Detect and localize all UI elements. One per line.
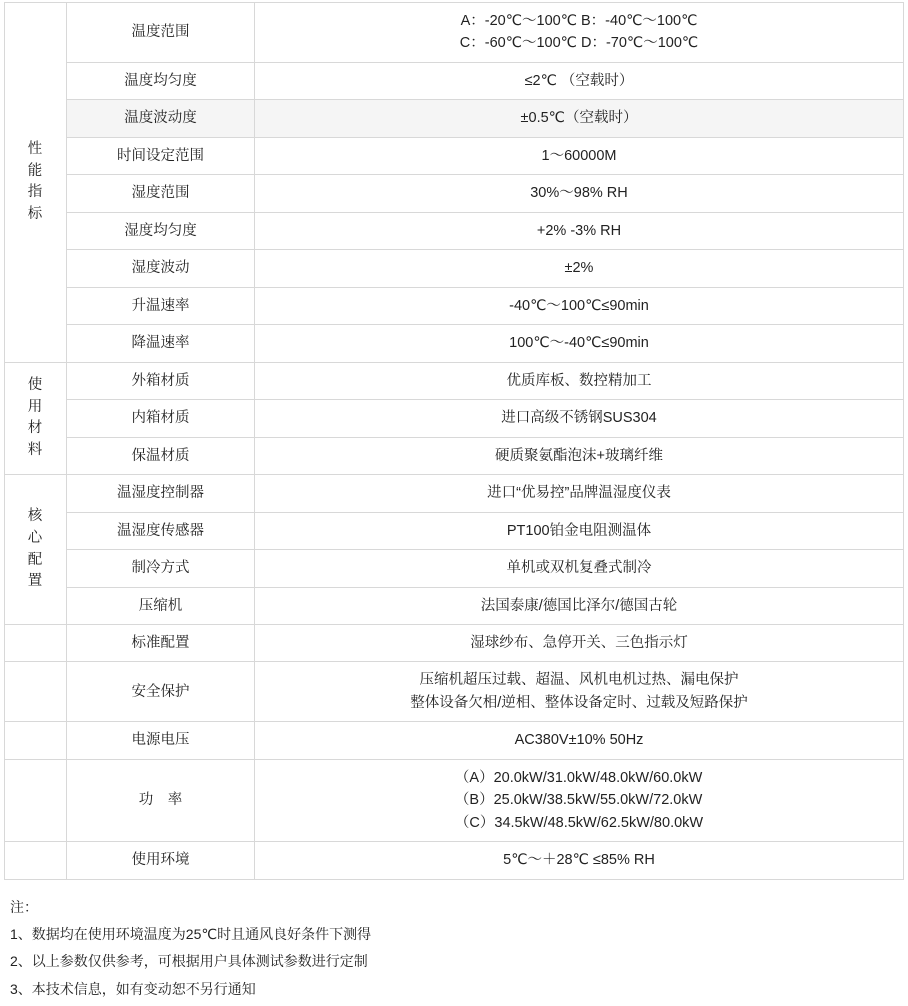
- row-label: 温湿度控制器: [67, 475, 255, 512]
- row-value: [255, 662, 904, 722]
- value-line: 压缩机超压过载、超温、风机电机过热、漏电保护: [419, 672, 739, 689]
- row-label: 温度均匀度: [67, 62, 255, 99]
- row-label: 湿度范围: [67, 175, 255, 212]
- row-label: 温湿度传感器: [67, 512, 255, 549]
- table-row: [5, 62, 904, 99]
- group-spacer: [5, 624, 67, 661]
- note-line: 3、本技术信息，如有变动恕不另行通知: [10, 980, 256, 997]
- row-label: 电源电压: [67, 722, 255, 759]
- row-label: 外箱材质: [67, 362, 255, 399]
- row-value: 法国泰康/德国比泽尔/德国古轮: [255, 587, 904, 624]
- group-performance-label: 性能指标: [27, 140, 44, 223]
- row-value: 优质库板、数控精加工: [255, 362, 904, 399]
- value-line: A：-20℃～100℃ B：-40℃～100℃: [460, 13, 698, 29]
- table-row: [5, 250, 904, 287]
- row-value: ±2%: [255, 250, 904, 287]
- group-core-label: 核心配置: [27, 508, 44, 590]
- spec-sheet: [0, 2, 908, 1003]
- table-row: [5, 325, 904, 362]
- row-label: 温度范围: [67, 3, 255, 63]
- value-line: （A）20.0kW/31.0kW/48.0kW/60.0kW: [454, 769, 703, 786]
- value-line: 整体设备欠相/逆相、整体设备定时、过载及短路保护: [410, 694, 748, 711]
- row-label: 安全保护: [67, 662, 255, 722]
- row-value: -40℃～100℃≤90min: [255, 287, 904, 324]
- row-value: 进口高级不锈钢SUS304: [255, 400, 904, 437]
- table-row: [5, 437, 904, 474]
- row-value: +2% -3% RH: [255, 212, 904, 249]
- row-value: AC380V±10% 50Hz: [255, 722, 904, 759]
- row-value: ±0.5℃（空载时）: [255, 100, 904, 137]
- row-label: 湿度波动: [67, 250, 255, 287]
- power-list: [455, 767, 703, 834]
- group-spacer: [5, 842, 67, 879]
- row-value: 湿球纱布、急停开关、三色指示灯: [255, 624, 904, 661]
- row-value: [255, 759, 904, 841]
- row-value: ≤2℃ （空载时）: [255, 62, 904, 99]
- row-label: 功 率: [67, 759, 255, 841]
- specification-table: [4, 2, 904, 880]
- row-label: 保温材质: [67, 437, 255, 474]
- row-label: 内箱材质: [67, 400, 255, 437]
- table-row: [5, 3, 904, 63]
- row-label: 升温速率: [67, 287, 255, 324]
- row-value: 硬质聚氨酯泡沫+玻璃纤维: [255, 437, 904, 474]
- row-value: 1～60000M: [255, 137, 904, 174]
- group-spacer: [5, 722, 67, 759]
- table-row: [5, 722, 904, 759]
- row-label: 温度波动度: [67, 100, 255, 137]
- table-row: [5, 550, 904, 587]
- group-materials-label: 使用材料: [27, 376, 44, 459]
- row-label: 制冷方式: [67, 550, 255, 587]
- table-row: [5, 842, 904, 879]
- table-row: [5, 212, 904, 249]
- table-row: [5, 400, 904, 437]
- value-line: C：-60℃～100℃ D：-70℃～100℃: [459, 35, 699, 52]
- row-value: 100℃～-40℃≤90min: [255, 325, 904, 362]
- group-performance: [5, 3, 67, 363]
- row-value: 单机或双机复叠式制冷: [255, 550, 904, 587]
- row-label: 湿度均匀度: [67, 212, 255, 249]
- table-row: [5, 662, 904, 722]
- notes-section: [10, 894, 908, 1003]
- row-value: [255, 3, 904, 63]
- table-row: [5, 287, 904, 324]
- note-line: 2、以上参数仅供参考，可根据用户具体测试参数进行定制: [10, 953, 368, 970]
- table-row: [5, 512, 904, 549]
- group-spacer: [5, 759, 67, 841]
- row-value: 5℃～＋28℃ ≤85% RH: [255, 842, 904, 879]
- row-value: PT100铂金电阻测温体: [255, 512, 904, 549]
- row-label: 降温速率: [67, 325, 255, 362]
- table-row: [5, 100, 904, 137]
- value-line: （B）25.0kW/38.5kW/55.0kW/72.0kW: [454, 792, 703, 809]
- row-label: 标准配置: [67, 624, 255, 661]
- table-row: [5, 362, 904, 399]
- row-label: 使用环境: [67, 842, 255, 879]
- table-row: [5, 624, 904, 661]
- group-spacer: [5, 662, 67, 722]
- value-line: （C）34.5kW/48.5kW/62.5kW/80.0kW: [454, 814, 704, 831]
- table-row: [5, 137, 904, 174]
- table-row: [5, 475, 904, 512]
- row-label: 时间设定范围: [67, 137, 255, 174]
- note-line: 1、数据均在使用环境温度为25℃时且通风良好条件下测得: [10, 926, 372, 943]
- notes-title: 注：: [10, 898, 38, 915]
- table-row: [5, 175, 904, 212]
- table-row: [5, 587, 904, 624]
- group-core: [5, 475, 67, 625]
- row-label: 压缩机: [67, 587, 255, 624]
- group-materials: [5, 362, 67, 474]
- table-row: [5, 759, 904, 841]
- row-value: 30%～98% RH: [255, 175, 904, 212]
- row-value: 进口“优易控”品牌温湿度仪表: [255, 475, 904, 512]
